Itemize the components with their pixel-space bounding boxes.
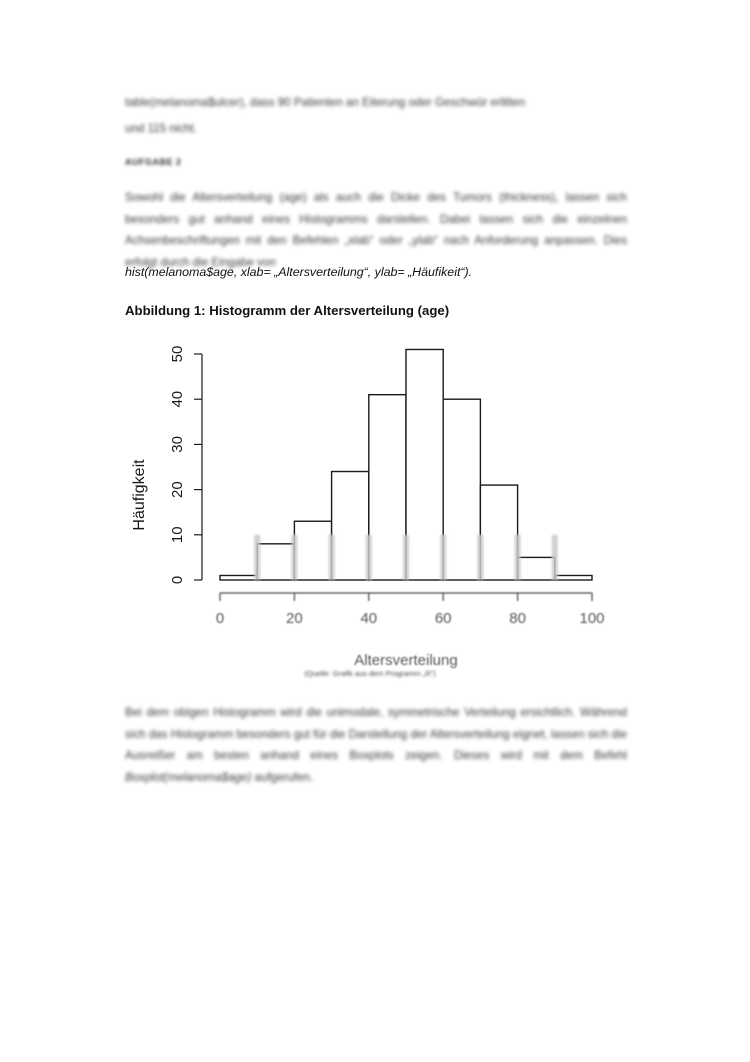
figure-title: Abbildung 1: Histogramm der Altersverteilung (age) bbox=[125, 303, 450, 318]
histogram-bar bbox=[294, 521, 331, 580]
histogram-bar bbox=[332, 472, 369, 580]
histogram-bar bbox=[369, 395, 406, 580]
x-tick-label: 20 bbox=[286, 610, 303, 627]
y-tick-label: 30 bbox=[169, 436, 186, 453]
intro-line-1: table(melanoma$ulcer), dass 90 Patienten an Eiterung oder Geschwür erlitten bbox=[125, 96, 526, 109]
histogram-bar bbox=[480, 485, 517, 580]
x-axis bbox=[216, 593, 605, 627]
overlay-strip bbox=[552, 535, 558, 580]
histogram-bar bbox=[406, 349, 443, 580]
overlay-strip bbox=[403, 535, 409, 580]
x-axis-label: Altersverteilung bbox=[354, 652, 458, 669]
y-axis bbox=[169, 346, 202, 585]
overlay-strip bbox=[440, 535, 446, 580]
y-tick-label: 10 bbox=[169, 526, 186, 544]
histogram-bar bbox=[555, 575, 592, 580]
histogram-chart bbox=[120, 330, 620, 670]
boxplot-command: Boxplot(melanoma$age) bbox=[125, 770, 252, 784]
aufgabe-paragraph: Sowohl die Altersverteilung (age) als auch die Dicke des Tumors (thickness), lassen sich besonders gut anhand eines Histogramms darstellen. Dabei lassen sich die einzelnen Achsenbeschriftungen mit den Befehlen „xlab“ oder „ylab“ nach Anforderung anpassen. Dies erfolgt durch die Eingabe von bbox=[125, 191, 627, 269]
intro-line-2: und 115 nicht. bbox=[125, 121, 197, 135]
closing-text: Bei dem obigen Histogramm wird die unimodale, symmetrische Verteilung ersichtlich. Während sich das Histogramm besonders gut für die Darstellung der Altersverteilung eignet, lassen sich die Ausreißer am besten anhand eines Boxplots zeigen. Dieses wird mit dem Befehl bbox=[125, 706, 628, 762]
y-tick-label: 40 bbox=[169, 390, 186, 408]
closing-paragraph bbox=[125, 702, 627, 788]
histogram-bar bbox=[443, 399, 480, 580]
overlay-strip bbox=[254, 535, 260, 580]
overlay-strip bbox=[477, 535, 483, 580]
overlay-strip bbox=[366, 535, 372, 580]
hist-command-line: hist(melanoma$age, xlab= „Altersverteilung“, ylab= „Häufikeit“). bbox=[125, 265, 473, 279]
y-tick-label: 50 bbox=[169, 345, 186, 363]
y-tick-label: 0 bbox=[169, 575, 186, 585]
overlay-strip bbox=[291, 535, 297, 580]
figure-source: (Quelle: Grafik aus dem Programm „R“) bbox=[304, 669, 436, 678]
histogram-bar bbox=[220, 575, 257, 580]
overlay-strip bbox=[515, 535, 521, 580]
overlay-strip bbox=[329, 535, 335, 580]
x-tick-label: 40 bbox=[360, 610, 378, 627]
intro-paragraph bbox=[125, 92, 627, 139]
histogram-bar bbox=[257, 544, 294, 580]
y-tick-label: 20 bbox=[169, 481, 186, 498]
x-tick-label: 80 bbox=[509, 610, 526, 627]
x-tick-label: 0 bbox=[215, 610, 225, 627]
section-heading: AUFGABE 2 bbox=[125, 157, 182, 167]
closing-suffix: aufgerufen. bbox=[251, 770, 314, 784]
histogram-bar bbox=[518, 557, 555, 580]
x-tick-label: 60 bbox=[434, 610, 452, 627]
x-tick-label: 100 bbox=[579, 610, 605, 627]
y-axis-label: Häufigkeit bbox=[131, 459, 148, 531]
